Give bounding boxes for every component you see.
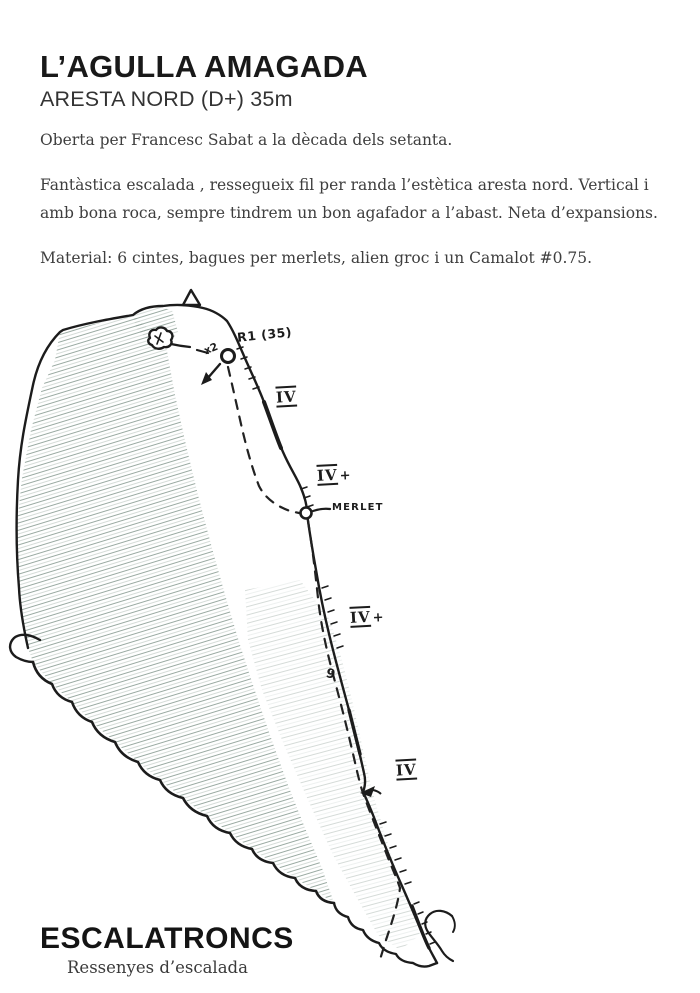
description-paragraph-material: Material: 6 cintes, bagues per merlets, alien groc i un Camalot #0.75.: [40, 249, 593, 267]
anchor-label-r1: R1 (35): [236, 324, 293, 345]
brand-tagline: Ressenyes d’escalada: [67, 958, 248, 977]
brand-logo-text: ESCALATRONCS: [40, 922, 294, 955]
merlet-label: MERLET: [332, 502, 384, 513]
merlet-ring: [301, 508, 331, 519]
rappel-arrow: [201, 364, 220, 385]
grade-label-upper-middle: IV+: [316, 465, 353, 485]
grade-label-pitch-top: IV: [275, 387, 298, 407]
piton-mark: 9: [324, 666, 337, 683]
route-subtitle: ARESTA NORD (D+) 35m: [40, 87, 293, 112]
grade-label-lower-middle: IV+: [349, 607, 386, 627]
page-title: L’AGULLA AMAGADA: [40, 49, 368, 84]
description-paragraph-character: Fantàstica escalada , ressegueix fil per randa l’estètica aresta nord. Vertical i amb bona roca, sempre tindrem un bon agafador a l’abast. Neta d’expansions.: [40, 176, 658, 222]
summit-triangle-icon: [183, 290, 200, 305]
summit-boulder: [148, 327, 172, 348]
description-paragraph-opening: Oberta per Francesc Sabat a la dècada dels setanta.: [40, 131, 453, 149]
grade-label-bottom: IV: [395, 760, 418, 780]
anchor-bolt-count-note: x2: [202, 340, 220, 358]
pencil-shading: [17, 307, 420, 950]
footer: [40, 922, 294, 977]
belay-ring-r1: [222, 350, 235, 363]
